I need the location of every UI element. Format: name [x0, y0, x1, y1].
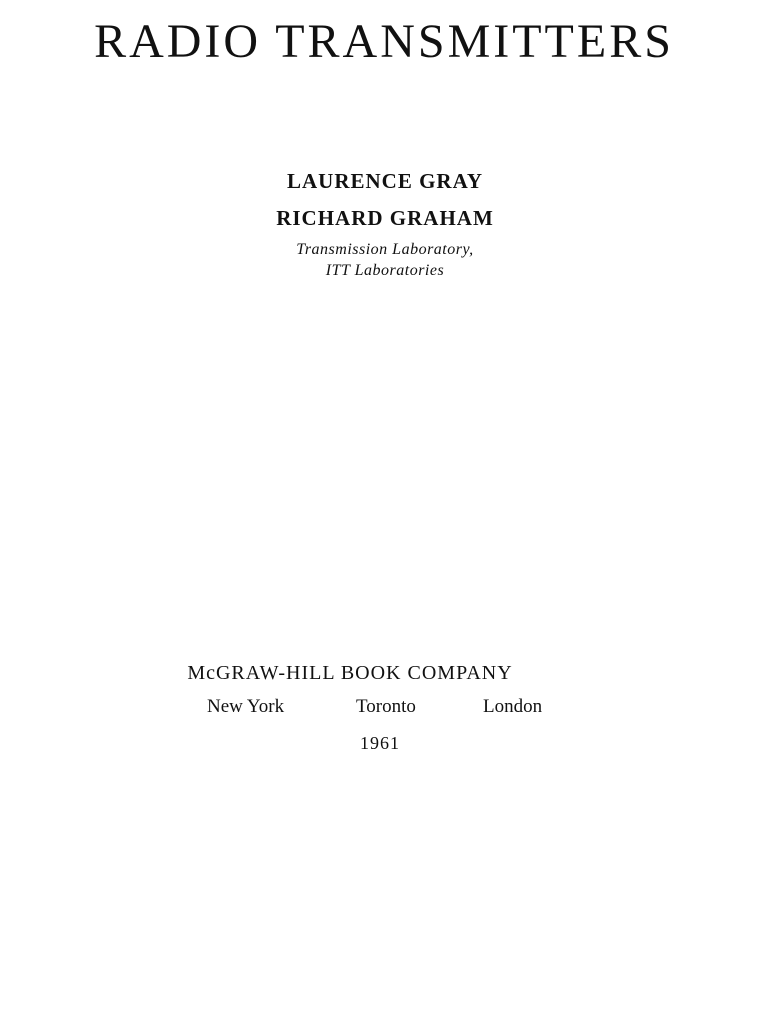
author-name: RICHARD GRAHAM	[276, 206, 494, 230]
publication-year: 1961	[360, 733, 400, 753]
affiliation-line: ITT Laboratories	[325, 262, 445, 279]
publisher-name: McGRAW-HILL BOOK COMPANY	[187, 662, 513, 684]
author-name: LAURENCE GRAY	[286, 169, 483, 193]
book-title: RADIO TRANSMITTERS	[94, 15, 674, 68]
affiliation-line: Transmission Laboratory,	[296, 241, 474, 258]
publisher-city: London	[483, 696, 543, 717]
publisher-city: Toronto	[356, 696, 416, 717]
publisher-city: New York	[207, 696, 285, 717]
